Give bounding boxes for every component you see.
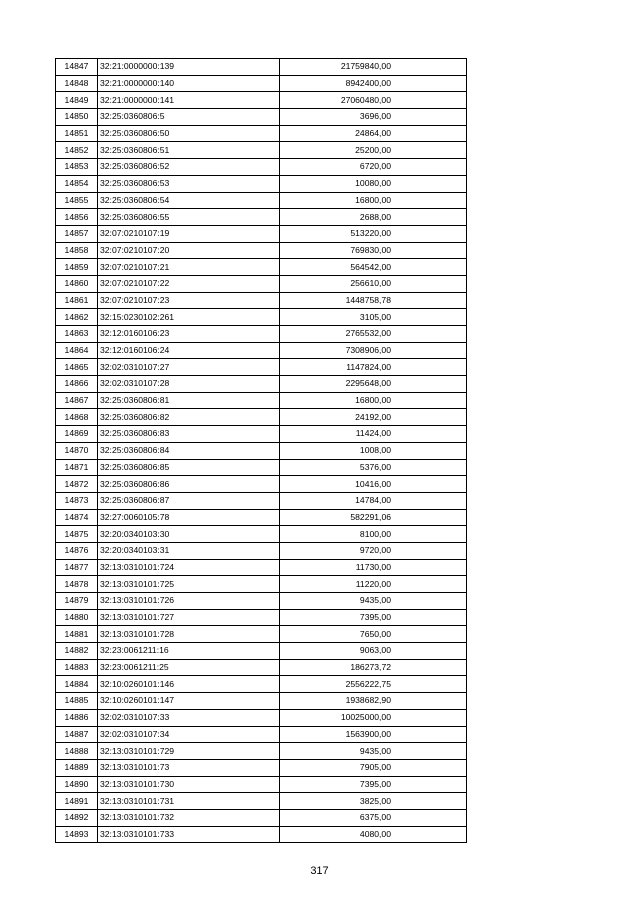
- cadastral-number: 32:07:0210107:19: [98, 225, 280, 242]
- row-number: 14869: [56, 426, 98, 443]
- table-row: [56, 542, 467, 559]
- cadastral-value: 10080,00: [355, 178, 391, 189]
- row-number: 14879: [56, 593, 98, 610]
- row-number: 14868: [56, 409, 98, 426]
- table-row: [56, 75, 467, 92]
- row-number: 14859: [56, 259, 98, 276]
- cadastral-value: 11220,00: [355, 578, 391, 589]
- row-number: 14881: [56, 626, 98, 643]
- row-number: 14893: [56, 826, 98, 843]
- cadastral-value: 3825,00: [359, 795, 391, 806]
- row-number: 14886: [56, 709, 98, 726]
- table-row: [56, 826, 467, 843]
- cadastral-number: 32:25:0360806:50: [98, 125, 280, 142]
- value-cell: [280, 659, 467, 676]
- cadastral-number: 32:25:0360806:52: [98, 159, 280, 176]
- row-number: 14847: [56, 59, 98, 76]
- cadastral-number: 32:13:0310101:731: [98, 793, 280, 810]
- value-cell: [280, 559, 467, 576]
- row-number: 14889: [56, 759, 98, 776]
- cadastral-number: 32:10:0260101:147: [98, 693, 280, 710]
- value-cell: [280, 759, 467, 776]
- row-number: 14878: [56, 576, 98, 593]
- cadastral-number: 32:23:0061211:16: [98, 643, 280, 660]
- cadastral-number: 32:02:0310107:33: [98, 709, 280, 726]
- cadastral-value: 513220,00: [350, 228, 391, 239]
- value-cell: [280, 225, 467, 242]
- cadastral-number: 32:13:0310101:724: [98, 559, 280, 576]
- cadastral-number: 32:13:0310101:729: [98, 743, 280, 760]
- cadastral-value: 14784,00: [355, 495, 391, 506]
- cadastral-number: 32:25:0360806:86: [98, 476, 280, 493]
- cadastral-number: 32:25:0360806:5: [98, 109, 280, 126]
- row-number: 14892: [56, 809, 98, 826]
- cadastral-value: 2556222,75: [345, 678, 391, 689]
- cadastral-value: 11730,00: [355, 561, 391, 572]
- row-number: 14872: [56, 476, 98, 493]
- cadastral-number: 32:12:0160106:23: [98, 326, 280, 343]
- row-number: 14888: [56, 743, 98, 760]
- cadastral-number: 32:02:0310107:28: [98, 376, 280, 393]
- table-row: [56, 659, 467, 676]
- cadastral-value: 2688,00: [359, 211, 391, 222]
- value-cell: [280, 609, 467, 626]
- row-number: 14874: [56, 509, 98, 526]
- row-number: 14875: [56, 526, 98, 543]
- row-number: 14848: [56, 75, 98, 92]
- cadastral-value: 6375,00: [359, 812, 391, 823]
- row-number: 14871: [56, 459, 98, 476]
- table-row: [56, 109, 467, 126]
- cadastral-value: 1147824,00: [346, 361, 391, 372]
- value-cell: [280, 526, 467, 543]
- cadastral-value: 186273,72: [350, 662, 391, 673]
- value-cell: [280, 476, 467, 493]
- cadastral-value: 7395,00: [359, 778, 391, 789]
- row-number: 14880: [56, 609, 98, 626]
- row-number: 14867: [56, 392, 98, 409]
- row-number: 14866: [56, 376, 98, 393]
- cadastral-number: 32:25:0360806:87: [98, 492, 280, 509]
- cadastral-value: 7395,00: [359, 612, 391, 623]
- cadastral-value: 9063,00: [359, 645, 391, 656]
- value-cell: [280, 576, 467, 593]
- table-row: [56, 326, 467, 343]
- cadastral-number: 32:13:0310101:728: [98, 626, 280, 643]
- value-cell: [280, 809, 467, 826]
- cadastral-value: 24864,00: [355, 128, 391, 139]
- table-row: [56, 442, 467, 459]
- value-cell: [280, 326, 467, 343]
- row-number: 14852: [56, 142, 98, 159]
- row-number: 14860: [56, 275, 98, 292]
- table-row: [56, 175, 467, 192]
- table-row: [56, 342, 467, 359]
- table-row: [56, 359, 467, 376]
- row-number: 14862: [56, 309, 98, 326]
- value-cell: [280, 542, 467, 559]
- value-cell: [280, 776, 467, 793]
- table-row: [56, 459, 467, 476]
- table-body: [56, 59, 467, 843]
- cadastral-number: 32:25:0360806:83: [98, 426, 280, 443]
- cadastral-number: 32:25:0360806:54: [98, 192, 280, 209]
- value-cell: [280, 392, 467, 409]
- table-row: [56, 426, 467, 443]
- cadastral-number: 32:25:0360806:82: [98, 409, 280, 426]
- table-row: [56, 526, 467, 543]
- value-cell: [280, 75, 467, 92]
- row-number: 14863: [56, 326, 98, 343]
- value-cell: [280, 242, 467, 259]
- cadastral-number: 32:07:0210107:20: [98, 242, 280, 259]
- cadastral-number: 32:02:0310107:27: [98, 359, 280, 376]
- cadastral-value: 3105,00: [359, 311, 391, 322]
- cadastral-value: 2295648,00: [345, 378, 391, 389]
- cadastral-number: 32:13:0310101:727: [98, 609, 280, 626]
- table-row: [56, 242, 467, 259]
- cadastral-value: 16800,00: [355, 395, 391, 406]
- cadastral-number: 32:13:0310101:726: [98, 593, 280, 610]
- value-cell: [280, 743, 467, 760]
- table-row: [56, 476, 467, 493]
- cadastral-value: 10025000,00: [340, 712, 391, 723]
- value-cell: [280, 309, 467, 326]
- table-row: [56, 309, 467, 326]
- value-cell: [280, 709, 467, 726]
- table-row: [56, 292, 467, 309]
- value-cell: [280, 209, 467, 226]
- cadastral-value: 25200,00: [355, 144, 391, 155]
- value-cell: [280, 159, 467, 176]
- cadastral-value: 21759840,00: [340, 61, 391, 72]
- value-cell: [280, 359, 467, 376]
- cadastral-number: 32:07:0210107:21: [98, 259, 280, 276]
- cadastral-value: 24192,00: [355, 411, 391, 422]
- cadastral-value: 769830,00: [350, 244, 391, 255]
- value-cell: [280, 693, 467, 710]
- table-row: [56, 809, 467, 826]
- value-cell: [280, 142, 467, 159]
- row-number: 14861: [56, 292, 98, 309]
- value-cell: [280, 175, 467, 192]
- cadastral-value: 9435,00: [359, 595, 391, 606]
- value-cell: [280, 92, 467, 109]
- row-number: 14877: [56, 559, 98, 576]
- cadastral-number: 32:10:0260101:146: [98, 676, 280, 693]
- table-row: [56, 92, 467, 109]
- row-number: 14883: [56, 659, 98, 676]
- cadastral-number: 32:13:0310101:725: [98, 576, 280, 593]
- cadastral-number: 32:25:0360806:85: [98, 459, 280, 476]
- table-row: [56, 726, 467, 743]
- table-row: [56, 576, 467, 593]
- row-number: 14857: [56, 225, 98, 242]
- value-cell: [280, 492, 467, 509]
- row-number: 14856: [56, 209, 98, 226]
- cadastral-value: 1938682,90: [345, 695, 391, 706]
- value-cell: [280, 593, 467, 610]
- row-number: 14882: [56, 643, 98, 660]
- value-cell: [280, 442, 467, 459]
- cadastral-number: 32:02:0310107:34: [98, 726, 280, 743]
- table-row: [56, 609, 467, 626]
- page-number: 317: [310, 865, 329, 877]
- cadastral-value: 3696,00: [359, 111, 391, 122]
- value-cell: [280, 125, 467, 142]
- table-row: [56, 392, 467, 409]
- row-number: 14884: [56, 676, 98, 693]
- row-number: 14891: [56, 793, 98, 810]
- table-row: [56, 759, 467, 776]
- cadastral-number: 32:27:0060105:78: [98, 509, 280, 526]
- cadastral-number: 32:25:0360806:84: [98, 442, 280, 459]
- cadastral-value: 8942400,00: [345, 78, 391, 89]
- cadastral-number: 32:13:0310101:73: [98, 759, 280, 776]
- cadastral-value: 10416,00: [355, 478, 391, 489]
- table-row: [56, 492, 467, 509]
- value-cell: [280, 342, 467, 359]
- row-number: 14855: [56, 192, 98, 209]
- cadastral-number: 32:13:0310101:730: [98, 776, 280, 793]
- table-row: [56, 693, 467, 710]
- table-row: [56, 676, 467, 693]
- cadastral-value: 9435,00: [359, 745, 391, 756]
- value-cell: [280, 509, 467, 526]
- value-cell: [280, 275, 467, 292]
- table-row: [56, 559, 467, 576]
- value-cell: [280, 426, 467, 443]
- value-cell: [280, 826, 467, 843]
- table-row: [56, 192, 467, 209]
- table-row: [56, 259, 467, 276]
- cadastral-value: 2765532,00: [345, 328, 391, 339]
- cadastral-value: 1563900,00: [345, 728, 391, 739]
- table-row: [56, 509, 467, 526]
- table-row: [56, 225, 467, 242]
- table-row: [56, 776, 467, 793]
- value-cell: [280, 626, 467, 643]
- table-row: [56, 643, 467, 660]
- table-row: [56, 159, 467, 176]
- cadastral-value: 27060480,00: [340, 94, 391, 105]
- cadastral-value: 7905,00: [359, 762, 391, 773]
- row-number: 14890: [56, 776, 98, 793]
- cadastral-number: 32:21:0000000:140: [98, 75, 280, 92]
- data-table: [55, 58, 467, 843]
- cadastral-number: 32:20:0340103:31: [98, 542, 280, 559]
- cadastral-number: 32:15:0230102:261: [98, 309, 280, 326]
- table-row: [56, 793, 467, 810]
- row-number: 14853: [56, 159, 98, 176]
- cadastral-value: 8100,00: [359, 528, 391, 539]
- cadastral-value: 5376,00: [359, 461, 391, 472]
- cadastral-number: 32:07:0210107:22: [98, 275, 280, 292]
- value-cell: [280, 376, 467, 393]
- row-number: 14873: [56, 492, 98, 509]
- table-row: [56, 275, 467, 292]
- value-cell: [280, 676, 467, 693]
- cadastral-number: 32:25:0360806:51: [98, 142, 280, 159]
- table-row: [56, 593, 467, 610]
- cadastral-number: 32:12:0160106:24: [98, 342, 280, 359]
- table-row: [56, 743, 467, 760]
- table-row: [56, 626, 467, 643]
- row-number: 14865: [56, 359, 98, 376]
- cadastral-value: 11424,00: [355, 428, 391, 439]
- cadastral-value: 582291,06: [350, 511, 391, 522]
- value-cell: [280, 192, 467, 209]
- value-cell: [280, 726, 467, 743]
- row-number: 14849: [56, 92, 98, 109]
- table-row: [56, 709, 467, 726]
- row-number: 14854: [56, 175, 98, 192]
- table-row: [56, 125, 467, 142]
- cadastral-value: 4080,00: [359, 828, 391, 839]
- value-cell: [280, 643, 467, 660]
- table-row: [56, 59, 467, 76]
- value-cell: [280, 59, 467, 76]
- cadastral-value: 1008,00: [359, 445, 391, 456]
- value-cell: [280, 459, 467, 476]
- value-cell: [280, 409, 467, 426]
- cadastral-number: 32:25:0360806:81: [98, 392, 280, 409]
- row-number: 14858: [56, 242, 98, 259]
- cadastral-value: 16800,00: [355, 194, 391, 205]
- row-number: 14851: [56, 125, 98, 142]
- table-row: [56, 209, 467, 226]
- value-cell: [280, 292, 467, 309]
- row-number: 14876: [56, 542, 98, 559]
- cadastral-value: 7308906,00: [345, 345, 391, 356]
- row-number: 14887: [56, 726, 98, 743]
- table-row: [56, 409, 467, 426]
- cadastral-number: 32:07:0210107:23: [98, 292, 280, 309]
- row-number: 14885: [56, 693, 98, 710]
- cadastral-number: 32:23:0061211:25: [98, 659, 280, 676]
- value-cell: [280, 109, 467, 126]
- cadastral-number: 32:25:0360806:53: [98, 175, 280, 192]
- cadastral-number: 32:20:0340103:30: [98, 526, 280, 543]
- table-row: [56, 142, 467, 159]
- cadastral-number: 32:13:0310101:733: [98, 826, 280, 843]
- row-number: 14870: [56, 442, 98, 459]
- row-number: 14850: [56, 109, 98, 126]
- cadastral-number: 32:13:0310101:732: [98, 809, 280, 826]
- value-cell: [280, 793, 467, 810]
- cadastral-number: 32:21:0000000:139: [98, 59, 280, 76]
- cadastral-value: 256610,00: [350, 278, 391, 289]
- cadastral-value: 6720,00: [359, 161, 391, 172]
- cadastral-value: 564542,00: [350, 261, 391, 272]
- row-number: 14864: [56, 342, 98, 359]
- table-row: [56, 376, 467, 393]
- cadastral-number: 32:21:0000000:141: [98, 92, 280, 109]
- value-cell: [280, 259, 467, 276]
- cadastral-number: 32:25:0360806:55: [98, 209, 280, 226]
- cadastral-value: 9720,00: [359, 545, 391, 556]
- cadastral-value: 7650,00: [359, 628, 391, 639]
- cadastral-value: 1448758,78: [345, 294, 391, 305]
